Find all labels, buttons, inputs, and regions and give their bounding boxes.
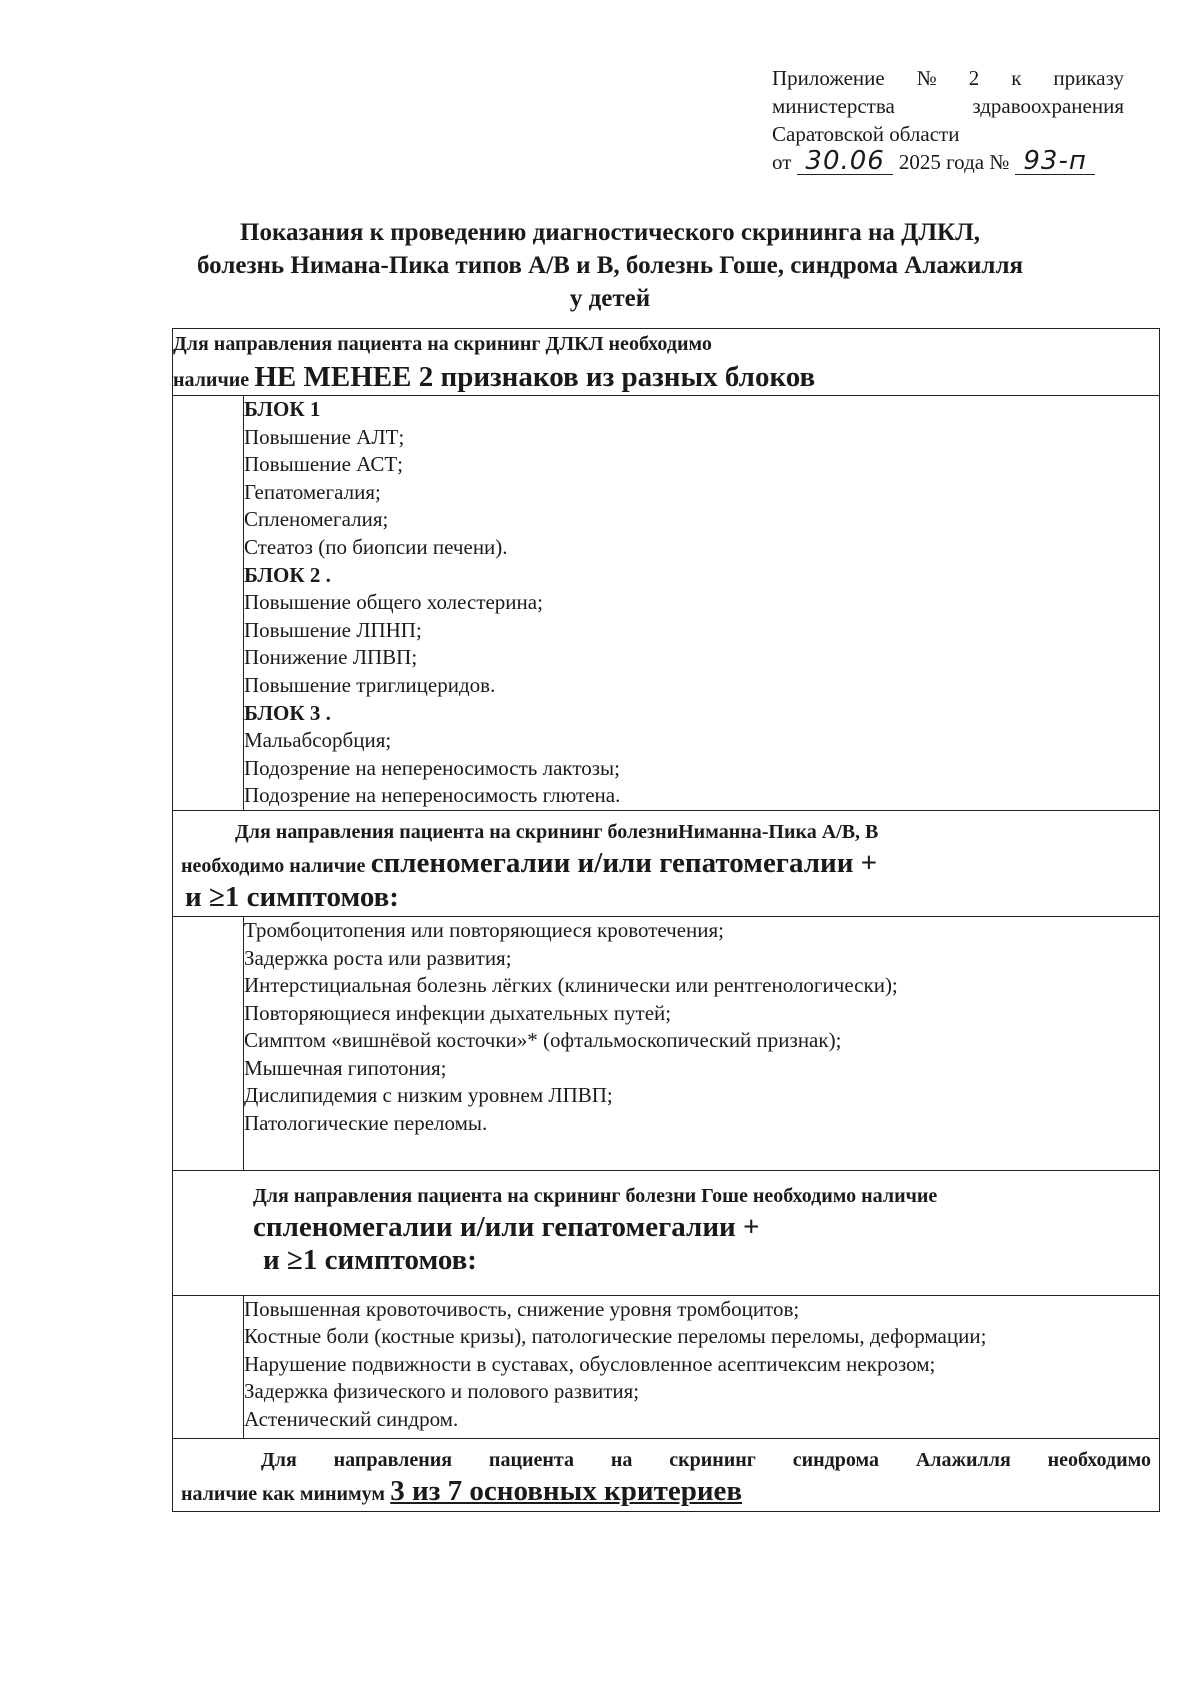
list-item: Повышение АЛТ;: [244, 424, 405, 449]
handwritten-order-number: 93-п: [1015, 148, 1094, 175]
list-item: Нарушение подвижности в суставах, обусловленное асептичексим некрозом;: [244, 1351, 936, 1376]
list-item: Дислипидемия с низким уровнем ЛПВП;: [244, 1083, 613, 1108]
list-item: Повышение ЛПНП;: [244, 617, 422, 642]
list-item: Повторяющиеся инфекции дыхательных путей;: [244, 1000, 672, 1025]
dlkl-blocks: [244, 396, 1160, 811]
order-reference-line-1: Приложение № 2 к приказу: [772, 66, 1124, 90]
list-item: Тромбоцитопения или повторяющиеся кровотечения;: [244, 917, 725, 942]
dlkl-header: Для направления пациента на скрининг ДЛКЛ необходимо наличие НЕ МЕНЕЕ 2 признаков из разных блоков: [173, 329, 1160, 396]
list-item: Мальабсорбция;: [244, 728, 392, 753]
list-item: Задержка роста или развития;: [244, 945, 512, 970]
list-item: Подозрение на непереносимость лактозы;: [244, 755, 620, 780]
niemann-header: Для направления пациента на скрининг болезниНиманна-Пика А/В, В необходимо наличие спленомегалии и/или гепатомегалии + и ≥1 симптомов:: [173, 810, 1160, 916]
block-3-title: БЛОК 3 .: [244, 700, 331, 725]
list-item: Гепатомегалия;: [244, 479, 381, 504]
list-item: Задержка физического и полового развития;: [244, 1379, 640, 1404]
list-item: Интерстициальная болезнь лёгких (клинически или рентгенологически);: [244, 973, 898, 998]
dlkl-header-row: [173, 329, 1160, 396]
list-item: Повышение общего холестерина;: [244, 590, 543, 615]
handwritten-date: 30.06: [797, 148, 892, 175]
order-reference: [772, 64, 1124, 176]
document-title: Показания к проведению диагностического скрининга на ДЛКЛ, болезнь Нимана-Пика типов А/В и В, болезнь Гоше, синдрома Алажилля у детей: [197, 219, 1023, 312]
alagille-header: Для направления пациента на скрининг синдрома Алажилля необходимо наличие как минимум 3 из 7 основных критериев: [173, 1438, 1160, 1511]
block-1-title: БЛОК 1: [244, 397, 321, 421]
niemann-header-row: [173, 810, 1160, 916]
dlkl-blocks-row: [173, 396, 1160, 811]
list-item: Повышение триглицеридов.: [244, 672, 496, 697]
list-item: Повышение АСТ;: [244, 452, 404, 477]
gaucher-symptoms: [244, 1295, 1160, 1438]
list-item: Понижение ЛПВП;: [244, 645, 418, 670]
list-item: Спленомегалия;: [244, 507, 389, 532]
list-item: Подозрение на непереносимость глютена.: [244, 783, 621, 808]
order-date-line: от 30.06 2025 года № 93-п: [772, 148, 1124, 176]
niemann-symptoms: [244, 916, 1160, 1170]
list-item: Астенический синдром.: [244, 1407, 459, 1432]
block-2-title: БЛОК 2 .: [244, 562, 331, 587]
gaucher-header-row: [173, 1170, 1160, 1295]
niemann-list-row: [173, 916, 1160, 1170]
list-item: Симптом «вишнёвой косточки»* (офтальмоскопический признак);: [244, 1028, 842, 1053]
order-reference-line-3: Саратовской области: [772, 122, 960, 146]
list-item: Повышенная кровоточивость, снижение уровня тромбоцитов;: [244, 1296, 800, 1321]
alagille-header-row: [173, 1438, 1160, 1511]
list-item: Костные боли (костные кризы), патологические переломы переломы, деформации;: [244, 1324, 987, 1349]
gaucher-header: Для направления пациента на скрининг болезни Гоше необходимо наличие спленомегалии и/или гепатомегалии + и ≥1 симптомов:: [173, 1170, 1160, 1295]
list-item: Патологические переломы.: [244, 1111, 488, 1136]
list-item: Мышечная гипотония;: [244, 1055, 447, 1080]
list-item: Стеатоз (по биопсии печени).: [244, 534, 508, 559]
screening-criteria-table: [172, 328, 1160, 1512]
order-reference-line-2: министерства здравоохранения: [772, 94, 1124, 118]
gaucher-list-row: [173, 1295, 1160, 1438]
